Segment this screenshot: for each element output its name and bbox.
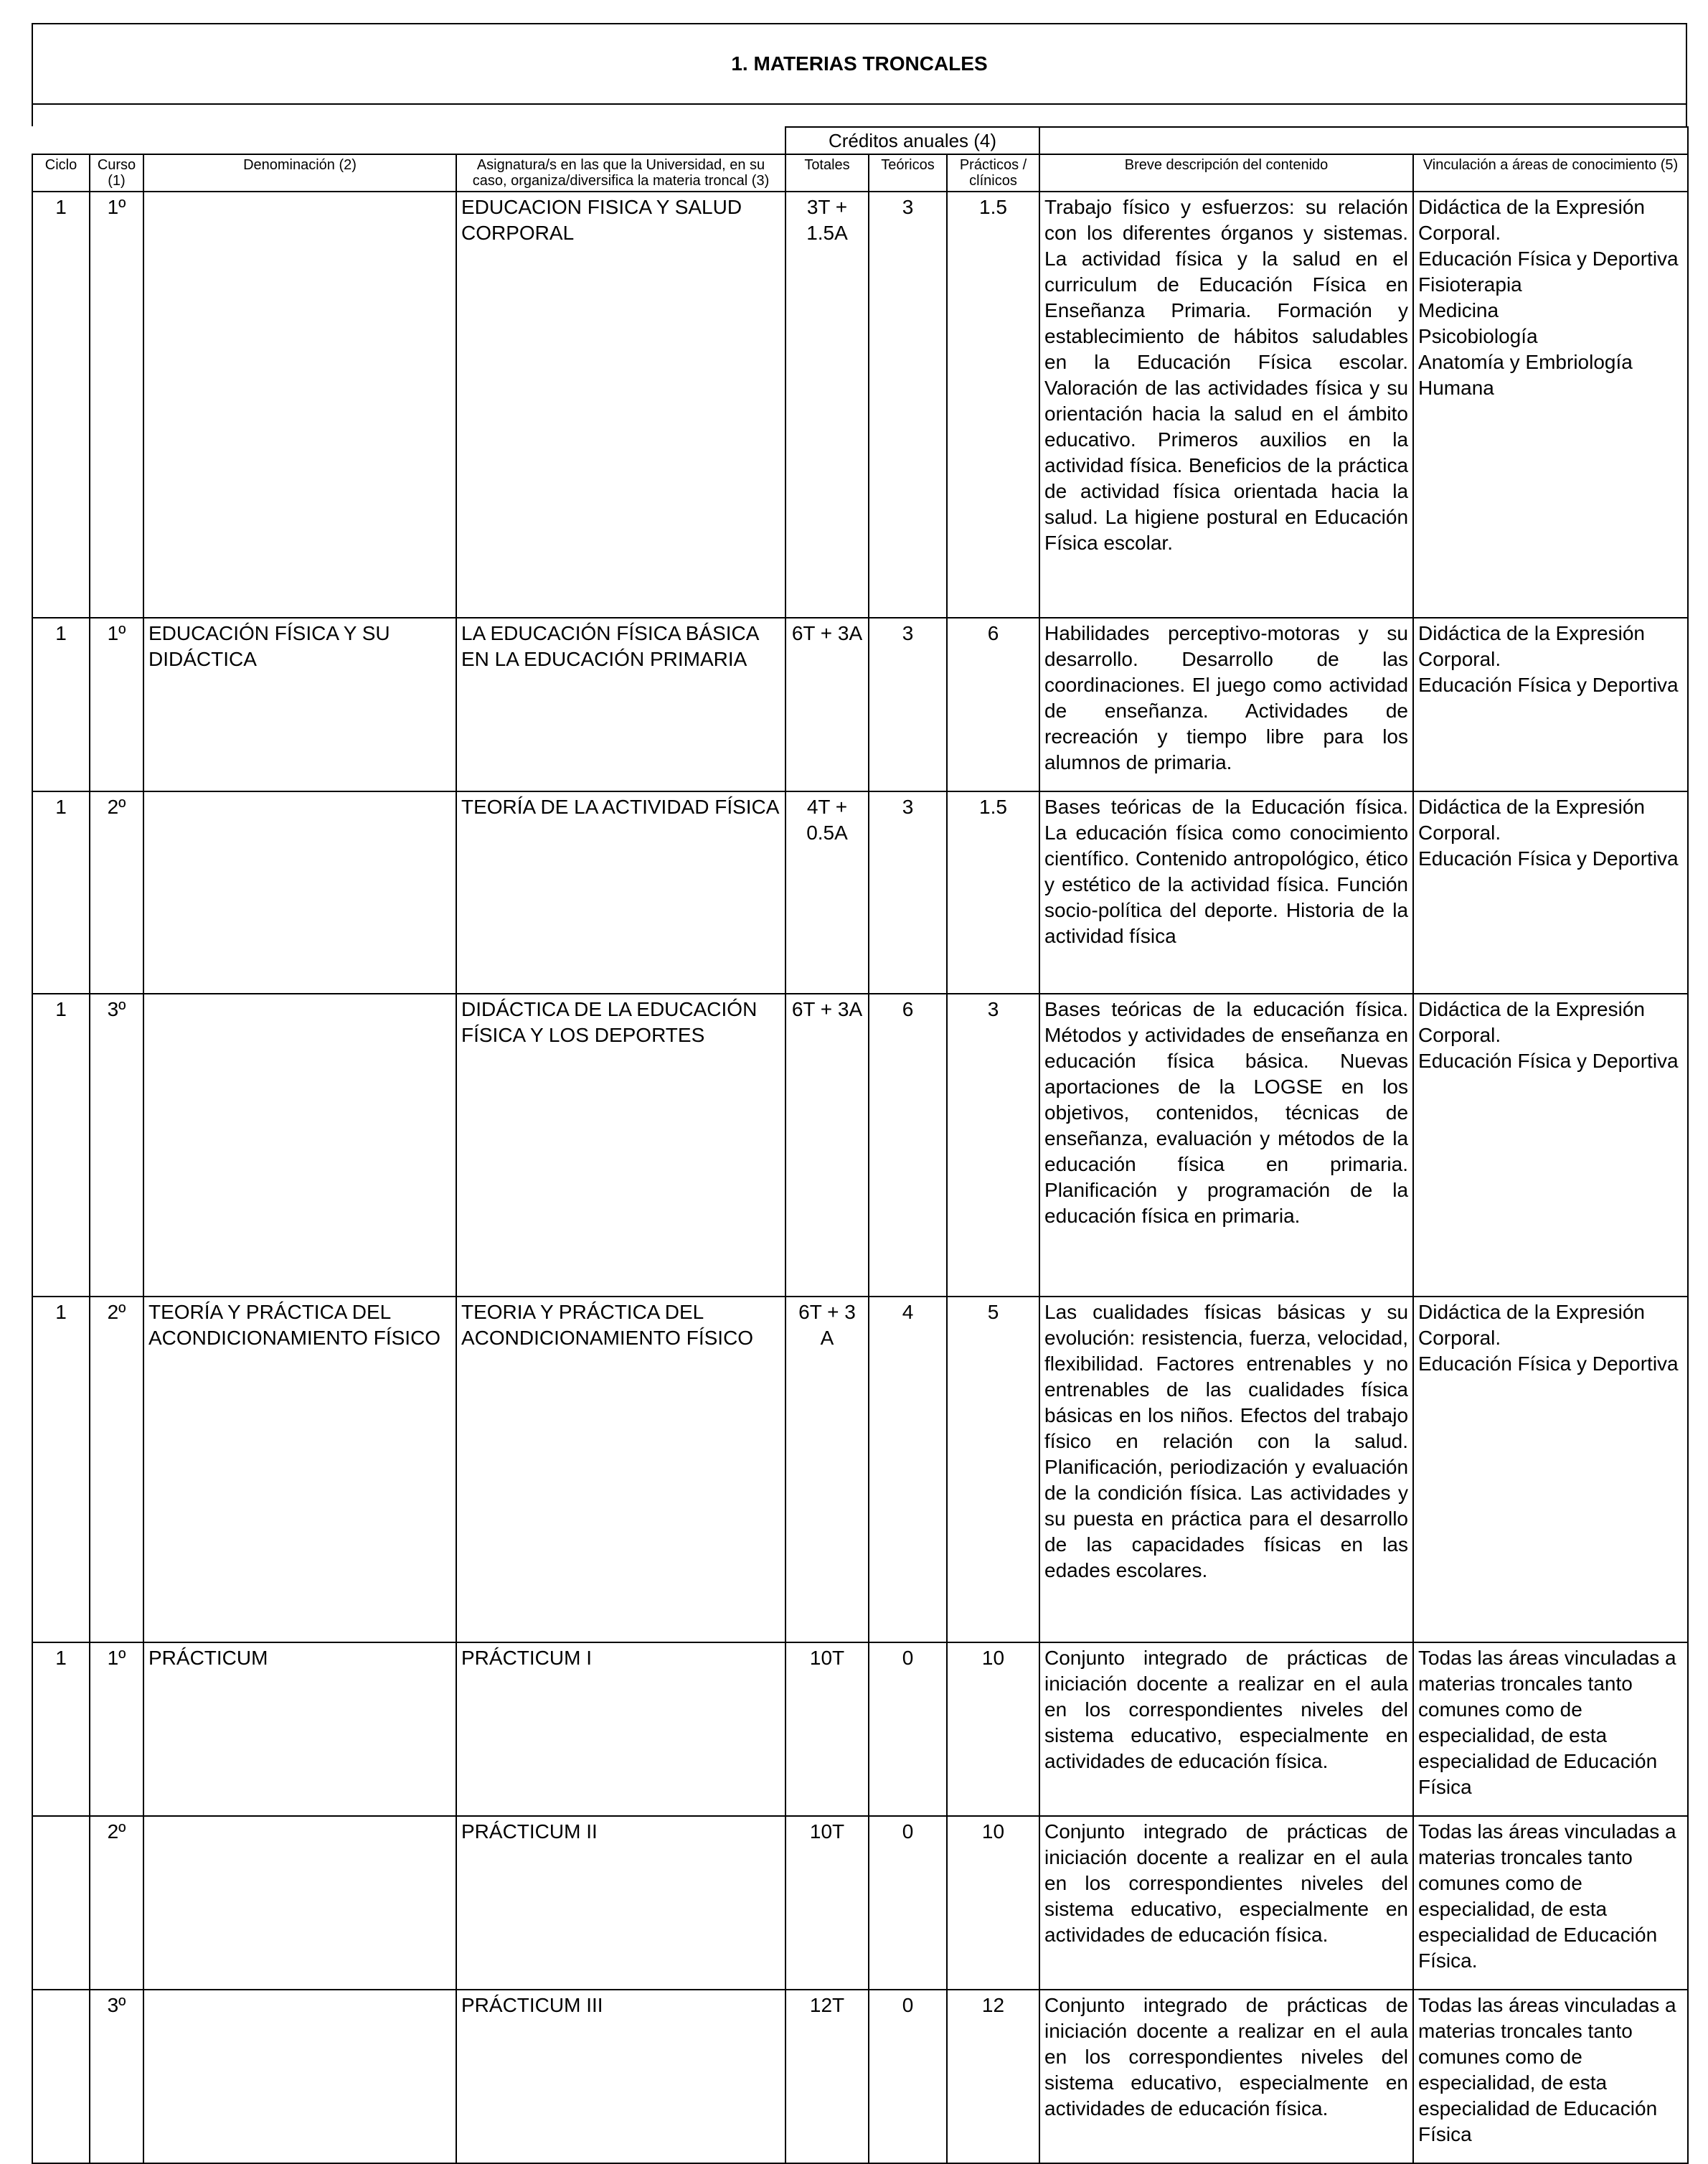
descripcion-cell: Bases teóricas de la Educación física. La educación física como conocimiento científico. Contenido antropológico, ético y estético de la actividad física. Función socio-política del deporte. Historia de la actividad física	[1039, 791, 1413, 994]
title-box	[32, 23, 1687, 103]
asignatura-cell: LA EDUCACIÓN FÍSICA BÁSICA EN LA EDUCACIÓN PRIMARIA	[456, 618, 785, 791]
table-row	[32, 618, 1688, 791]
vinculacion-cell: Didáctica de la Expresión Corporal. Educación Física y Deportiva	[1413, 994, 1688, 1297]
descripcion-cell: Bases teóricas de la educación física. Métodos y actividades de enseñanza en educación física básica. Nuevas aportaciones de la LOGSE en los objetivos, contenidos, técnicas de enseñanza, evaluación y métodos de la educación física en primaria. Planificación y programación de la educación física en primaria.	[1039, 994, 1413, 1297]
asignatura-cell: PRÁCTICUM III	[456, 1990, 785, 2163]
asignatura-cell: PRÁCTICUM I	[456, 1642, 785, 1816]
curso-cell: 1º	[90, 192, 143, 618]
teoricos-cell: 6	[869, 994, 947, 1297]
practicos-cell: 10	[947, 1642, 1039, 1816]
materias-table	[32, 126, 1689, 2164]
col-teoricos: Teóricos	[869, 154, 947, 192]
col-ciclo: Ciclo	[32, 154, 90, 192]
descripcion-cell: Conjunto integrado de prácticas de iniciación docente a realizar en el aula en los correspondientes niveles del sistema educativo, especialmente en actividades de educación física.	[1039, 1816, 1413, 1990]
denominacion-cell	[143, 1990, 456, 2163]
teoricos-cell: 3	[869, 192, 947, 618]
col-practicos: Prácticos / clínicos	[947, 154, 1039, 192]
header-blank-right	[1039, 127, 1688, 154]
descripcion-cell: Las cualidades físicas básicas y su evolución: resistencia, fuerza, velocidad, flexibilidad. Factores entrenables y no entrenables de las cualidades física básicas en los niños. Efectos del trabajo físico en relación con la salud. Planificación, periodización y evaluación de la condición física. Las actividades y su puesta en práctica para el desarrollo de las capacidades físicas en las edades escolares.	[1039, 1297, 1413, 1642]
teoricos-cell: 3	[869, 618, 947, 791]
col-denominacion: Denominación (2)	[143, 154, 456, 192]
totales-cell: 3T + 1.5A	[785, 192, 869, 618]
ciclo-cell: 1	[32, 791, 90, 994]
vinculacion-cell: Didáctica de la Expresión Corporal. Educación Física y Deportiva	[1413, 618, 1688, 791]
totales-cell: 10T	[785, 1642, 869, 1816]
table-row	[32, 791, 1688, 994]
totales-cell: 6T + 3A	[785, 994, 869, 1297]
practicos-cell: 1.5	[947, 791, 1039, 994]
page-title: 1. MATERIAS TRONCALES	[731, 52, 988, 75]
denominacion-cell	[143, 791, 456, 994]
denominacion-cell: TEORÍA Y PRÁCTICA DEL ACONDICIONAMIENTO FÍSICO	[143, 1297, 456, 1642]
col-descripcion: Breve descripción del contenido	[1039, 154, 1413, 192]
asignatura-cell: TEORÍA DE LA ACTIVIDAD FÍSICA	[456, 791, 785, 994]
column-header-row	[32, 154, 1688, 192]
denominacion-cell: EDUCACIÓN FÍSICA Y SU DIDÁCTICA	[143, 618, 456, 791]
asignatura-cell: EDUCACION FISICA Y SALUD CORPORAL	[456, 192, 785, 618]
practicos-cell: 1.5	[947, 192, 1039, 618]
teoricos-cell: 0	[869, 1990, 947, 2163]
vinculacion-cell: Todas las áreas vinculadas a materias troncales tanto comunes como de especialidad, de esta especialidad de Educación Física	[1413, 1642, 1688, 1816]
ciclo-cell: 1	[32, 192, 90, 618]
asignatura-cell: DIDÁCTICA DE LA EDUCACIÓN FÍSICA Y LOS DEPORTES	[456, 994, 785, 1297]
ciclo-cell: 1	[32, 994, 90, 1297]
practicos-cell: 5	[947, 1297, 1039, 1642]
curso-cell: 1º	[90, 1642, 143, 1816]
totales-cell: 6T + 3A	[785, 618, 869, 791]
col-asignatura: Asignatura/s en las que la Universidad, en su caso, organiza/diversifica la materia troncal (3)	[456, 154, 785, 192]
table-row	[32, 192, 1688, 618]
descripcion-cell: Conjunto integrado de prácticas de iniciación docente a realizar en el aula en los correspondientes niveles del sistema educativo, especialmente en actividades de educación física.	[1039, 1642, 1413, 1816]
curso-cell: 2º	[90, 1816, 143, 1990]
ciclo-cell	[32, 1990, 90, 2163]
ciclo-cell	[32, 1816, 90, 1990]
ciclo-cell: 1	[32, 618, 90, 791]
ciclo-cell: 1	[32, 1642, 90, 1816]
vinculacion-cell: Todas las áreas vinculadas a materias troncales tanto comunes como de especialidad, de esta especialidad de Educación Física.	[1413, 1816, 1688, 1990]
header-blank	[32, 127, 785, 154]
vinculacion-cell: Todas las áreas vinculadas a materias troncales tanto comunes como de especialidad, de esta especialidad de Educación Física	[1413, 1990, 1688, 2163]
table-row	[32, 994, 1688, 1297]
descripcion-cell: Conjunto integrado de prácticas de iniciación docente a realizar en el aula en los correspondientes niveles del sistema educativo, especialmente en actividades de educación física.	[1039, 1990, 1413, 2163]
totales-cell: 6T + 3 A	[785, 1297, 869, 1642]
col-totales: Totales	[785, 154, 869, 192]
teoricos-cell: 4	[869, 1297, 947, 1642]
practicos-cell: 10	[947, 1816, 1039, 1990]
curso-cell: 3º	[90, 994, 143, 1297]
totales-cell: 4T + 0.5A	[785, 791, 869, 994]
practicos-cell: 6	[947, 618, 1039, 791]
denominacion-cell	[143, 994, 456, 1297]
col-vinculacion: Vinculación a áreas de conocimiento (5)	[1413, 154, 1688, 192]
table-row	[32, 1297, 1688, 1642]
denominacion-cell	[143, 192, 456, 618]
teoricos-cell: 3	[869, 791, 947, 994]
document-page	[32, 23, 1687, 2164]
practicos-cell: 3	[947, 994, 1039, 1297]
denominacion-cell	[143, 1816, 456, 1990]
teoricos-cell: 0	[869, 1642, 947, 1816]
vinculacion-cell: Didáctica de la Expresión Corporal. Educación Física y Deportiva	[1413, 1297, 1688, 1642]
asignatura-cell: TEORIA Y PRÁCTICA DEL ACONDICIONAMIENTO FÍSICO	[456, 1297, 785, 1642]
descripcion-cell: Trabajo físico y esfuerzos: su relación con los diferentes órganos y sistemas. La actividad física y la salud en el curriculum de Educación Física en Enseñanza Primaria. Formación y establecimiento de hábitos saludables en la Educación Física escolar. Valoración de las actividades física y su orientación hacia la salud en el ámbito educativo. Primeros auxilios en la actividad física. Beneficios de la práctica de actividad física orientada hacia la salud. La higiene postural en Educación Física escolar.	[1039, 192, 1413, 618]
curso-cell: 2º	[90, 791, 143, 994]
vinculacion-cell: Didáctica de la Expresión Corporal. Educación Física y Deportiva	[1413, 791, 1688, 994]
curso-cell: 2º	[90, 1297, 143, 1642]
practicos-cell: 12	[947, 1990, 1039, 2163]
table-row	[32, 1990, 1688, 2163]
totales-cell: 10T	[785, 1816, 869, 1990]
denominacion-cell: PRÁCTICUM	[143, 1642, 456, 1816]
table-row	[32, 1816, 1688, 1990]
curso-cell: 1º	[90, 618, 143, 791]
col-curso: Curso (1)	[90, 154, 143, 192]
teoricos-cell: 0	[869, 1816, 947, 1990]
descripcion-cell: Habilidades perceptivo-motoras y su desarrollo. Desarrollo de las coordinaciones. El juego como actividad de enseñanza. Actividades de recreación y tiempo libre para los alumnos de primaria.	[1039, 618, 1413, 791]
table-row	[32, 1642, 1688, 1816]
totales-cell: 12T	[785, 1990, 869, 2163]
asignatura-cell: PRÁCTICUM II	[456, 1816, 785, 1990]
vinculacion-cell: Didáctica de la Expresión Corporal. Educación Física y Deportiva Fisioterapia Medicina Psicobiología Anatomía y Embriología Humana	[1413, 192, 1688, 618]
curso-cell: 3º	[90, 1990, 143, 2163]
ciclo-cell: 1	[32, 1297, 90, 1642]
credits-header-row	[32, 127, 1688, 154]
title-spacer	[32, 103, 1687, 126]
creditos-header: Créditos anuales (4)	[785, 127, 1039, 154]
